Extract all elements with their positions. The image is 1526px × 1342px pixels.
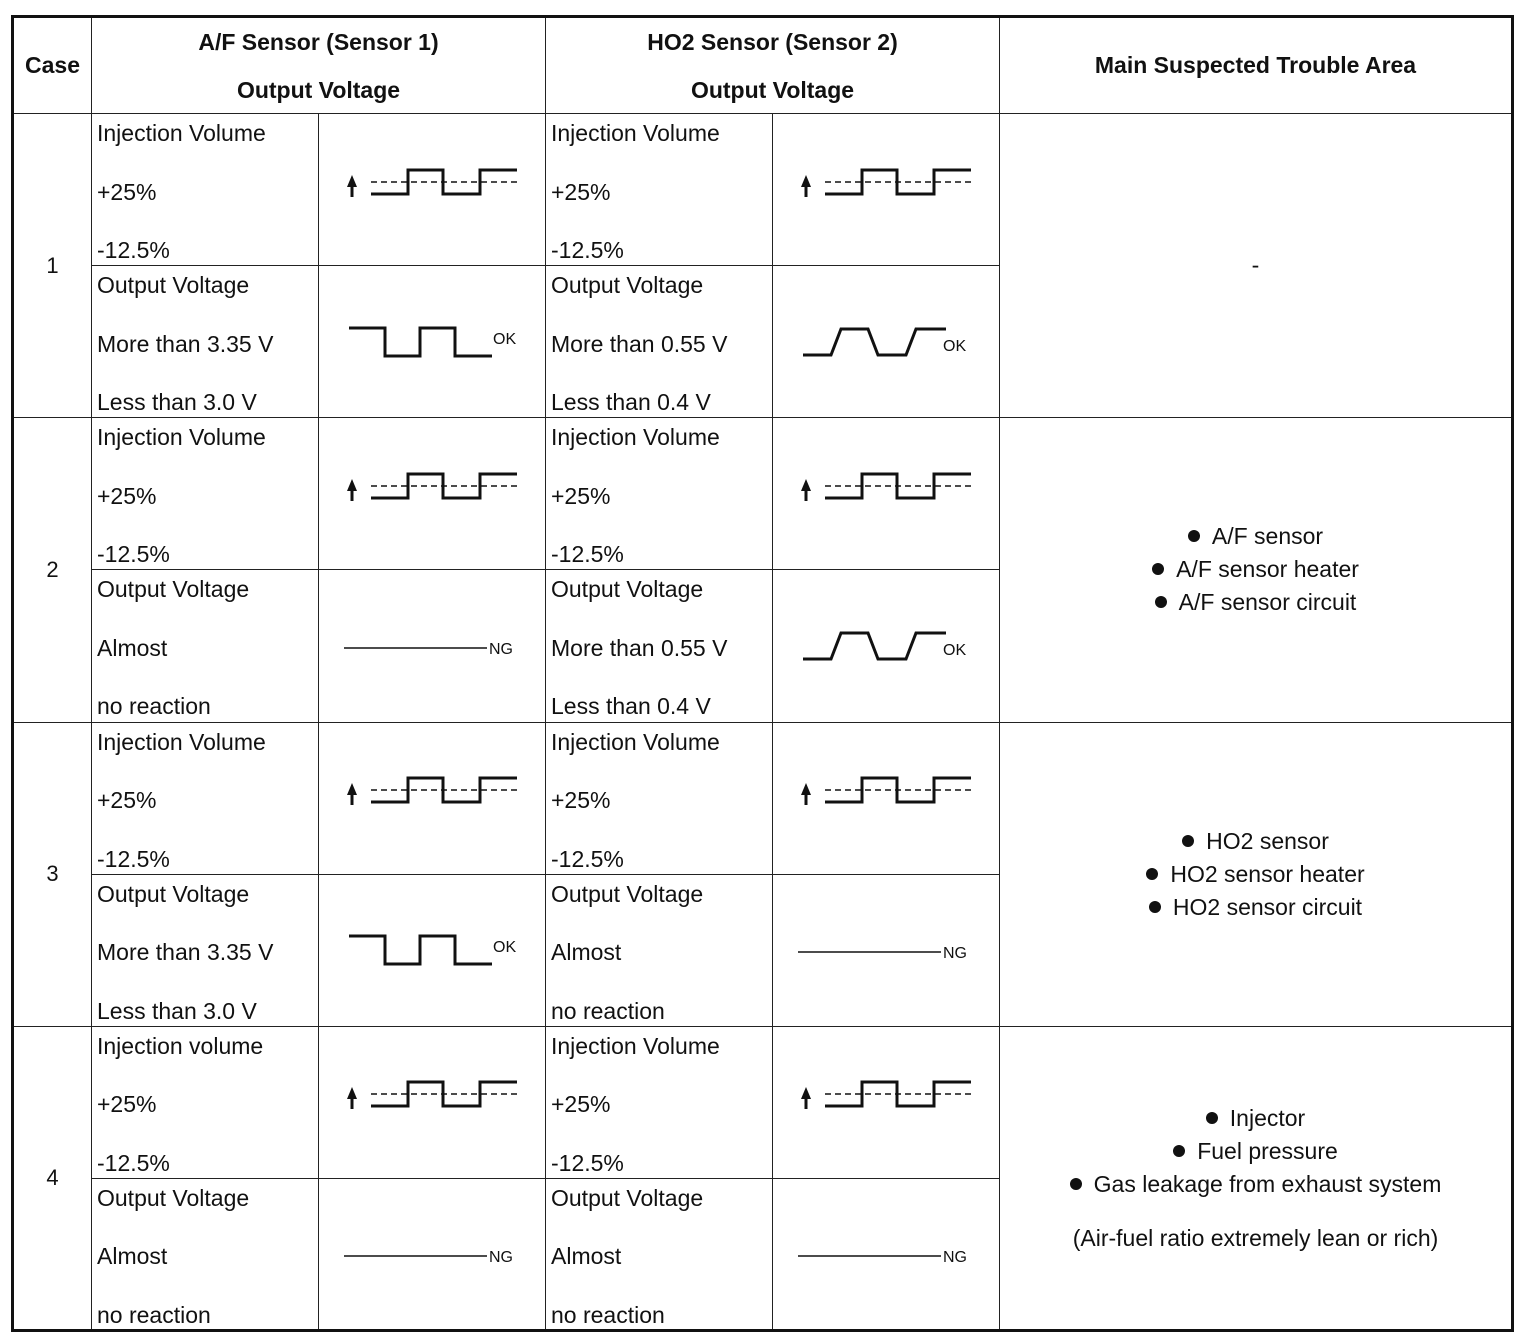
trouble-item: HO2 sensor heater: [1000, 858, 1511, 891]
label-line-2: More than 0.55 V: [551, 330, 728, 357]
label-line-1: Injection Volume: [97, 424, 266, 451]
label-line-2: More than 3.35 V: [97, 939, 274, 966]
label-line-3: Less than 0.4 V: [551, 693, 711, 720]
af-output-label: [92, 570, 319, 722]
injection-wave-icon: [347, 1082, 517, 1122]
label-line-2: +25%: [97, 1091, 157, 1118]
af-output-label: [92, 874, 319, 1026]
af-injection-label: [92, 722, 319, 874]
trouble-item: A/F sensor circuit: [1000, 586, 1511, 619]
table-row: [13, 722, 1513, 874]
table-row: [13, 418, 1513, 570]
trouble-item: Fuel pressure: [1000, 1135, 1511, 1168]
label-line-1: Output Voltage: [97, 880, 250, 907]
ho2-output-label: [546, 266, 773, 418]
label-line-1: Injection Volume: [97, 120, 266, 146]
label-line-1: Injection Volume: [97, 728, 266, 755]
label-line-1: Output Voltage: [551, 880, 704, 907]
bullet-icon: [1152, 563, 1164, 575]
label-line-2: +25%: [551, 1091, 611, 1118]
wave-status-label: OK: [943, 337, 967, 355]
bullet-icon: [1173, 1145, 1185, 1157]
ng-flat-line-icon: [342, 1242, 522, 1266]
af-ok-wave-icon: [347, 326, 517, 358]
trouble-item: HO2 sensor circuit: [1000, 891, 1511, 924]
label-line-3: no reaction: [97, 693, 211, 720]
label-line-3: Less than 3.0 V: [97, 389, 257, 416]
ho2-injection-label: [546, 114, 773, 266]
wave-status-label: NG: [489, 640, 513, 658]
trouble-area-cell: [1000, 418, 1513, 722]
af-output-wave: [319, 1178, 546, 1330]
case-number: 4: [13, 1026, 92, 1330]
af-injection-label: [92, 418, 319, 570]
ho2-output-wave: [773, 874, 1000, 1026]
ho2-injection-wave: [773, 418, 1000, 570]
table-row: [13, 1026, 1513, 1178]
label-line-3: -12.5%: [97, 237, 170, 263]
label-line-3: -12.5%: [97, 1149, 170, 1176]
af-output-label: [92, 266, 319, 418]
label-line-1: Output Voltage: [97, 576, 250, 603]
label-line-3: no reaction: [97, 1301, 211, 1328]
label-line-1: Output Voltage: [97, 272, 250, 299]
label-line-2: +25%: [551, 178, 611, 205]
trouble-item: Gas leakage from exhaust system: [1000, 1168, 1511, 1201]
wave-status-label: NG: [943, 945, 967, 963]
header-ho2-subtitle: Output Voltage: [690, 77, 855, 103]
label-line-1: Injection Volume: [551, 424, 720, 451]
label-line-2: +25%: [551, 482, 611, 509]
af-injection-wave: [319, 722, 546, 874]
trouble-item: Injector: [1000, 1102, 1511, 1135]
ho2-output-label: [546, 874, 773, 1026]
label-line-3: Less than 0.4 V: [551, 389, 711, 416]
injection-wave-icon: [801, 170, 971, 210]
trouble-area-cell: [1000, 1026, 1513, 1330]
injection-wave-icon: [347, 474, 517, 514]
label-line-3: Less than 3.0 V: [97, 997, 257, 1024]
af-injection-wave: [319, 418, 546, 570]
wave-status-label: OK: [493, 939, 517, 957]
label-line-3: no reaction: [551, 1301, 665, 1328]
wave-status-label: OK: [493, 330, 517, 348]
af-injection-wave: [319, 114, 546, 266]
label-line-2: Almost: [551, 1243, 622, 1270]
ng-flat-line-icon: [796, 938, 976, 962]
injection-wave-icon: [801, 1082, 971, 1122]
af-output-wave: [319, 874, 546, 1026]
trouble-area-cell: [1000, 722, 1513, 1026]
case-number: 1: [13, 114, 92, 418]
label-line-1: Injection Volume: [551, 728, 720, 755]
label-line-3: -12.5%: [97, 845, 170, 872]
ho2-output-label: [546, 1178, 773, 1330]
bullet-icon: [1182, 835, 1194, 847]
label-line-3: no reaction: [551, 997, 665, 1024]
label-line-1: Output Voltage: [551, 1184, 704, 1211]
header-row: [13, 17, 1513, 114]
ho2-injection-label: [546, 418, 773, 570]
trouble-item: A/F sensor heater: [1000, 553, 1511, 586]
ng-flat-line-icon: [342, 634, 522, 658]
ho2-injection-label: [546, 722, 773, 874]
label-line-1: Output Voltage: [97, 1184, 250, 1211]
trouble-area-cell: -: [1000, 114, 1513, 418]
ho2-output-wave: [773, 266, 1000, 418]
af-injection-wave: [319, 1026, 546, 1178]
header-case: Case: [13, 17, 92, 114]
case-number: 3: [13, 722, 92, 1026]
af-output-wave: [319, 570, 546, 722]
label-line-2: Almost: [97, 634, 168, 661]
wave-status-label: NG: [489, 1248, 513, 1266]
ho2-injection-wave: [773, 722, 1000, 874]
label-line-3: -12.5%: [551, 1149, 624, 1176]
af-injection-label: [92, 114, 319, 266]
label-line-2: +25%: [97, 787, 157, 813]
header-af-subtitle: Output Voltage: [236, 77, 401, 103]
injection-wave-icon: [801, 778, 971, 818]
ng-flat-line-icon: [796, 1242, 976, 1266]
af-ok-wave-icon: [347, 934, 517, 966]
bullet-icon: [1155, 596, 1167, 608]
label-line-2: +25%: [551, 787, 611, 813]
wave-status-label: NG: [943, 1248, 967, 1266]
label-line-1: Output Voltage: [551, 272, 704, 299]
label-line-2: +25%: [97, 178, 157, 205]
ho2-output-wave: [773, 570, 1000, 722]
ho2-ok-wave-icon: [801, 630, 971, 662]
af-output-wave: [319, 266, 546, 418]
table-row: [13, 114, 1513, 266]
ho2-injection-label: [546, 1026, 773, 1178]
label-line-1: Output Voltage: [551, 576, 704, 603]
bullet-icon: [1188, 530, 1200, 542]
injection-wave-icon: [801, 474, 971, 514]
trouble-item: HO2 sensor: [1000, 825, 1511, 858]
label-line-2: More than 0.55 V: [551, 634, 728, 661]
label-line-3: -12.5%: [97, 541, 170, 568]
af-output-label: [92, 1178, 319, 1330]
label-line-2: +25%: [97, 482, 157, 509]
diagnosis-table: [11, 15, 1514, 1332]
bullet-icon: [1206, 1112, 1218, 1124]
wave-status-label: OK: [943, 641, 967, 659]
header-af-title: A/F Sensor (Sensor 1): [198, 29, 439, 55]
trouble-note: (Air-fuel ratio extremely lean or rich): [1072, 1225, 1439, 1252]
label-line-1: Injection Volume: [551, 120, 720, 146]
bullet-icon: [1146, 868, 1158, 880]
trouble-item: A/F sensor: [1000, 520, 1511, 553]
ho2-ok-wave-icon: [801, 326, 971, 358]
label-line-3: -12.5%: [551, 237, 624, 263]
ho2-injection-wave: [773, 1026, 1000, 1178]
label-line-1: Injection Volume: [551, 1032, 720, 1059]
bullet-icon: [1070, 1178, 1082, 1190]
injection-wave-icon: [347, 778, 517, 818]
ho2-injection-wave: [773, 114, 1000, 266]
header-af-sensor: [92, 17, 546, 114]
ho2-output-label: [546, 570, 773, 722]
injection-wave-icon: [347, 170, 517, 210]
af-injection-label: [92, 1026, 319, 1178]
label-line-2: Almost: [551, 939, 622, 966]
case-number: 2: [13, 418, 92, 722]
label-line-2: Almost: [97, 1243, 168, 1270]
ho2-output-wave: [773, 1178, 1000, 1330]
label-line-3: -12.5%: [551, 845, 624, 872]
bullet-icon: [1149, 901, 1161, 913]
header-ho2-sensor: [546, 17, 1000, 114]
label-line-2: More than 3.35 V: [97, 330, 274, 357]
header-ho2-title: HO2 Sensor (Sensor 2): [647, 29, 898, 55]
label-line-1: Injection volume: [97, 1032, 264, 1059]
header-trouble-area: Main Suspected Trouble Area: [1000, 17, 1513, 114]
label-line-3: -12.5%: [551, 541, 624, 568]
